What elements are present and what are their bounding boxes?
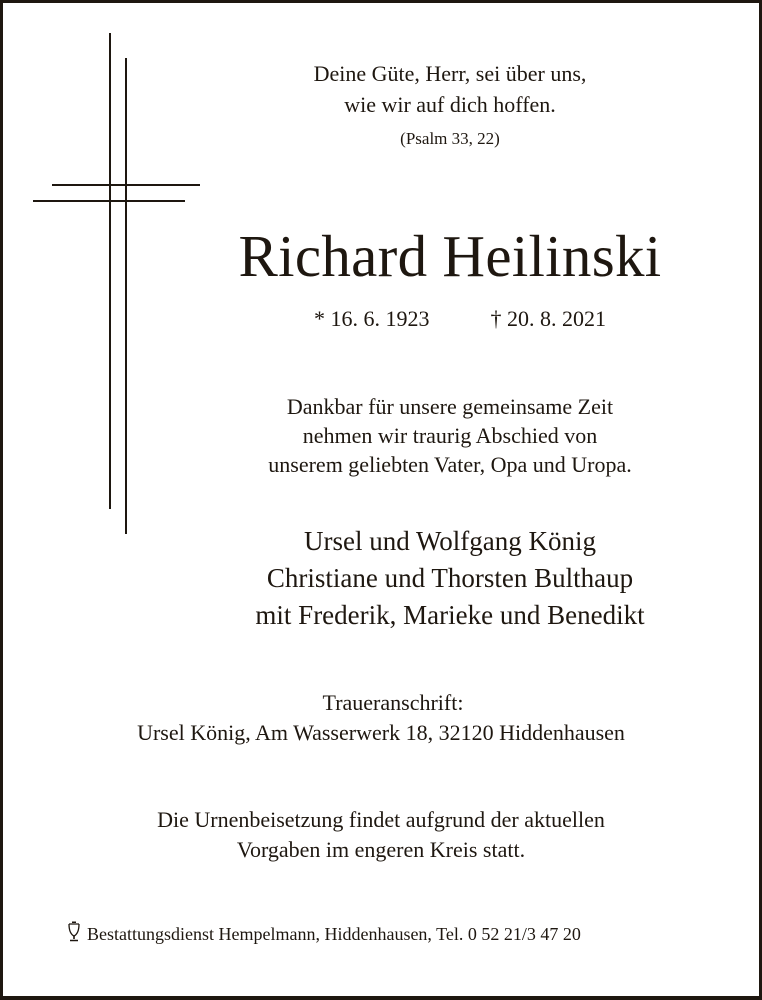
life-dates [180,306,740,332]
psalm-line: wie wir auf dich hoffen. [344,92,556,117]
burial-line: Vorgaben im engeren Kreis statt. [236,837,526,862]
deceased-name: Richard Heilinski [238,223,662,289]
address-label: Traueranschrift: [322,690,464,715]
birth-date: * 16. 6. 1923 [314,306,430,331]
address-text: Ursel König, Am Wasserwerk 18, 32120 Hiddenhausen [137,720,625,745]
psalm-verse [170,58,730,120]
mourning-address [0,688,762,748]
mourner-line: Ursel und Wolfgang König [303,526,597,556]
gratitude-line: Dankbar für unsere gemeinsame Zeit [286,394,614,419]
mourner-line: mit Frederik, Marieke und Benedikt [255,600,645,630]
psalm-line: Deine Güte, Herr, sei über uns, [313,61,587,86]
mourner-line: Christiane und Thorsten Bulthaup [266,563,634,593]
burial-line: Die Urnenbeisetzung findet aufgrund der aktuellen [157,807,605,832]
gratitude-line: unserem geliebten Vater, Opa und Uropa. [268,452,632,477]
gratitude-line: nehmen wir traurig Abschied von [302,423,598,448]
psalm-reference: (Psalm 33, 22) [400,129,500,148]
mourners-list [150,523,750,634]
gratitude-text [170,392,730,479]
burial-note [0,805,762,865]
death-date: † 20. 8. 2021 [490,306,606,331]
urn-icon [65,921,83,943]
funeral-home-line [65,921,725,945]
funeral-home-text: Bestattungsdienst Hempelmann, Hiddenhausen, Tel. 0 52 21/3 47 20 [87,924,581,944]
